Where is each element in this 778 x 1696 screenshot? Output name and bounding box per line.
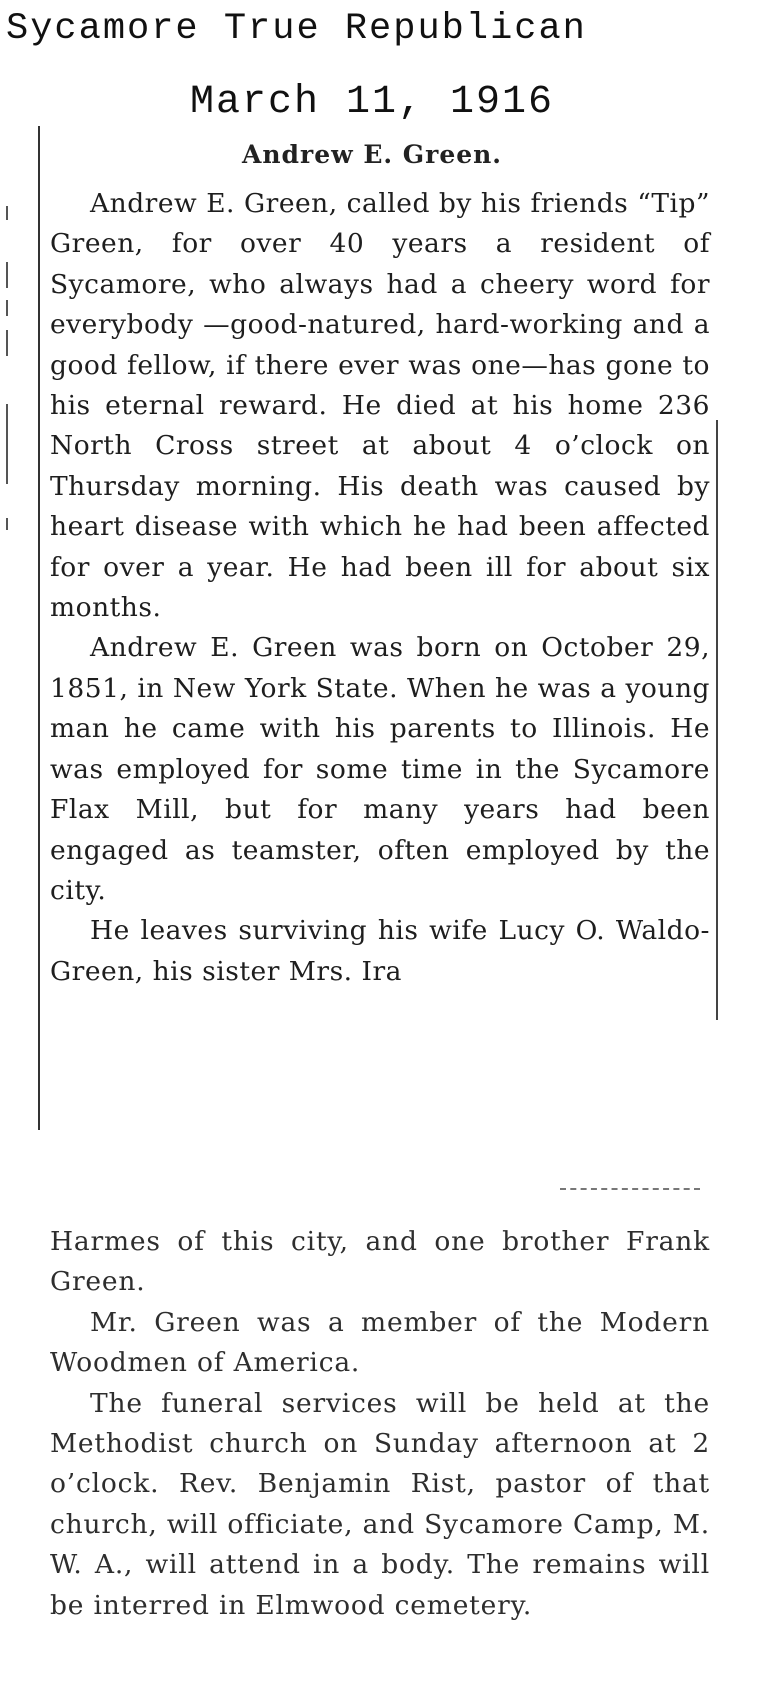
margin-mark (6, 262, 8, 288)
issue-date: March 11, 1916 (189, 80, 555, 125)
margin-mark (6, 518, 8, 530)
column-rule-right (716, 420, 718, 1020)
article-paragraph: Andrew E. Green was born on October 29, 1851, in New York State. When he was a young man he came with his parents to Illinois. He was employed for some time in the Sycamore Flax Mill, but for many years had been engaged as teamster, often employed by the city. (50, 632, 710, 906)
clipping-divider (560, 1188, 700, 1190)
article-column-two (50, 1222, 710, 1626)
article-paragraph: The funeral services will be held at the Methodist church on Sunday afternoon at 2 o’clock. Rev. Benjamin Rist, pastor of that church, will officiate, and Sycamore Camp, M. W. A., will attend in a body. The remains will be interred in Elmwood cemetery. (50, 1387, 710, 1621)
margin-mark (6, 206, 8, 220)
article-headline: Andrew E. Green. (241, 140, 503, 169)
margin-mark (6, 330, 8, 356)
margin-mark (6, 300, 8, 316)
margin-mark (6, 404, 8, 484)
newspaper-name: Sycamore True Republican (6, 8, 587, 50)
article-paragraph: Andrew E. Green, called by his friends “Tip” Green, for over 40 years a resident of Sycamore, who always had a cheery word for everybody —good-natured, hard-working and a good fellow, if there ever was one—has gone to his eternal reward. He died at his home 236 North Cross street at about 4 o’clock on Thursday morning. His death was caused by heart disease with which he had been affected for over a year. He had been ill for about six months. (50, 188, 710, 624)
article-paragraph: Harmes of this city, and one brother Frank Green. (50, 1226, 710, 1298)
article-paragraph: He leaves surviving his wife Lucy O. Waldo-Green, his sister Mrs. Ira (50, 915, 710, 987)
article-paragraph: Mr. Green was a member of the Modern Woodmen of America. (50, 1306, 710, 1379)
article-column-one (50, 184, 710, 992)
column-rule-left (38, 126, 40, 1130)
